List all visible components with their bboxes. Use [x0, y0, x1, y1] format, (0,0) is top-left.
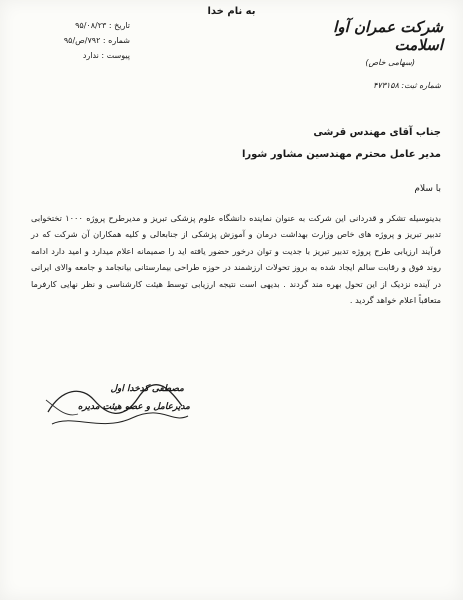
- addressee-title: مدیر عامل محترم مهندسین مشاور شورا: [241, 149, 441, 160]
- company-letterhead: [303, 18, 443, 90]
- signatory-name: مصطفی کدخدا اول: [110, 384, 184, 394]
- letter-attachment: پیوست : ندارد: [82, 51, 130, 60]
- signature-block: [42, 378, 192, 440]
- letter-date: تاریخ : ۹۵/۰۸/۲۳: [75, 21, 130, 30]
- addressee-block: [21, 122, 441, 166]
- letter-meta: [20, 18, 130, 63]
- letter-number: شماره : ۷۹۲/ص/۹۵: [63, 36, 130, 45]
- greeting: با سلام: [414, 184, 441, 194]
- basmala-heading: به نام خدا: [207, 6, 256, 17]
- signatory-title: مدیرعامل و عضو هیئت مدیره: [77, 402, 190, 412]
- letter-body: بدینوسیله تشکر و قدردانی این شرکت به عنوان نماینده دانشگاه علوم پزشکی تبریز و مدیرطرح پروژه ۱۰۰۰ تختخوابی تدبیر تبریز و پروژه های خاص وزارت بهداشت درمان و آموزش پزشکی از جنابعالی و کلیه همکاران آن شرکت که در فرآیند ارزیابی طرح پروژه تدبیر تبریز با جدیت و توان درخور حضور یافته اید را صمیمانه اعلام میدارد و امید دارد ادامه روند فوق و رقابت سالم ایجاد شده به بروز تحولات ارزشمند در حوزه طراحی بیمارستانی بیانجامد و جامعه والای ایرانی در آینده نزدیک از این تحول بهره مند گردند . بدیهی است نتیجه ارزیابی توسط هیئت کارشناسی و نظر نهایی کارفرما متعاقباً اعلام خواهد گردید .: [31, 213, 441, 306]
- company-name: شرکت عمران آوا اسلامت: [333, 18, 443, 54]
- registration-number: شماره ثبت: ۴۷۳۱۵۸: [373, 81, 441, 90]
- company-type: (سهامی خاص): [365, 58, 415, 67]
- addressee-name: جناب آقای مهندس قرشی: [313, 127, 441, 138]
